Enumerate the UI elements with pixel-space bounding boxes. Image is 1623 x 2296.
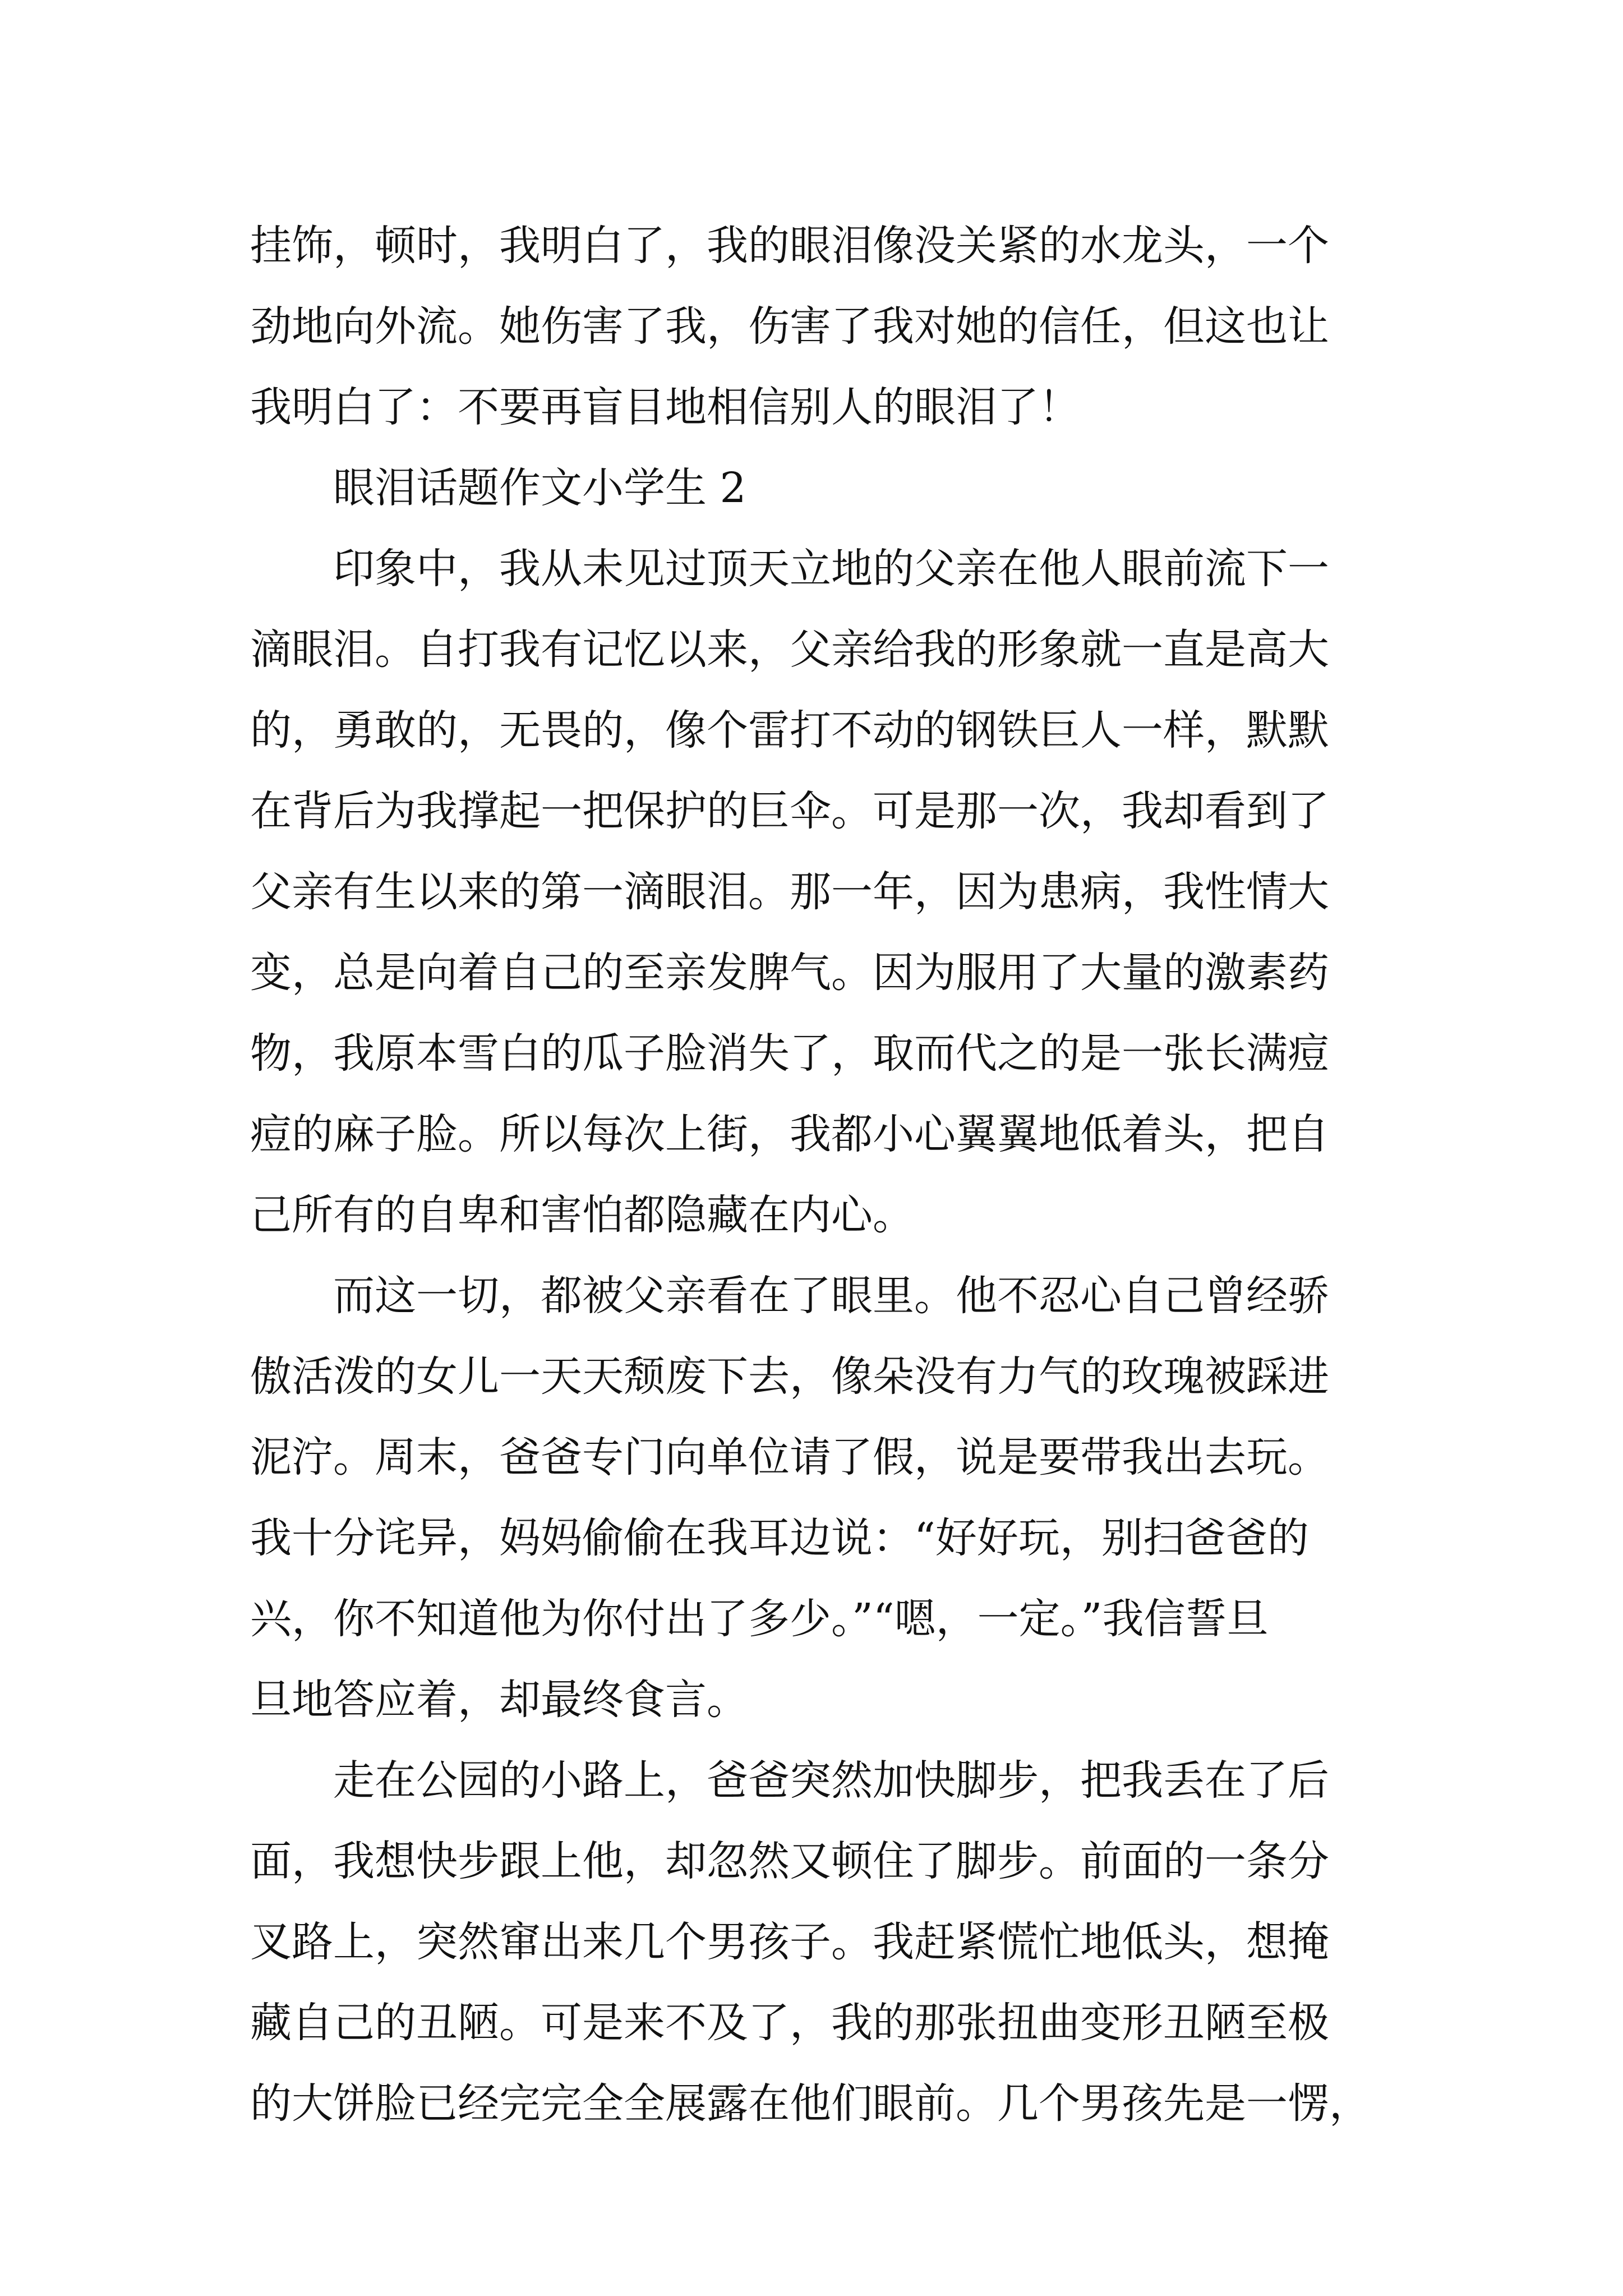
- document-body: [250, 205, 1417, 2144]
- text-line: 而这一切，都被父亲看在了眼里。他不忍心自己曾经骄: [333, 1272, 1329, 1320]
- text-line: 走在公园的小路上，爸爸突然加快脚步，把我丢在了后: [333, 1756, 1329, 1805]
- text-line: 己所有的自卑和害怕都隐藏在内心。: [250, 1191, 914, 1239]
- text-line: 物，我原本雪白的瓜子脸消失了，取而代之的是一张长满痘: [250, 1029, 1329, 1078]
- text-line: 泥泞。周末，爸爸专门向单位请了假，说是要带我出去玩。: [250, 1433, 1329, 1481]
- text-line: 我十分诧异，妈妈偷偷在我耳边说：“好好玩，别扫爸爸的: [250, 1514, 1309, 1562]
- text-line: 的大饼脸已经完完全全展露在他们眼前。几个男孩先是一愣，: [250, 2079, 1371, 2128]
- text-line: 变，总是向着自己的至亲发脾气。因为服用了大量的激素药: [250, 949, 1329, 997]
- text-line: 傲活泼的女儿一天天颓废下去，像朵没有力气的玫瑰被踩进: [250, 1352, 1329, 1401]
- text-line: 印象中，我从未见过顶天立地的父亲在他人眼前流下一: [333, 545, 1329, 593]
- text-line: 父亲有生以来的第一滴眼泪。那一年，因为患病，我性情大: [250, 868, 1329, 916]
- text-line: 劲地向外流。她伤害了我，伤害了我对她的信任，但这也让: [250, 302, 1329, 351]
- text-line: 我明白了：不要再盲目地相信别人的眼泪了！: [250, 383, 1080, 431]
- text-line: 痘的麻子脸。所以每次上街，我都小心翼翼地低着头，把自: [250, 1110, 1329, 1158]
- text-line: 面，我想快步跟上他，却忽然又顿住了脚步。前面的一条分: [250, 1837, 1329, 1885]
- text-line: 旦地答应着，却最终食言。: [250, 1676, 748, 1724]
- text-line: 兴，你不知道他为你付出了多少。”“嗯，一定。”我信誓旦: [250, 1595, 1269, 1643]
- text-line: 的，勇敢的，无畏的，像个雷打不动的钢铁巨人一样，默默: [250, 706, 1329, 754]
- text-line: 在背后为我撑起一把保护的巨伞。可是那一次，我却看到了: [250, 787, 1329, 835]
- text-line: 藏自己的丑陋。可是来不及了，我的那张扭曲变形丑陋至极: [250, 1999, 1329, 2047]
- text-line: 眼泪话题作文小学生 2: [333, 464, 746, 512]
- text-line: 叉路上，突然窜出来几个男孩子。我赶紧慌忙地低头，想掩: [250, 1918, 1329, 1966]
- text-line: 滴眼泪。自打我有记忆以来，父亲给我的形象就一直是高大: [250, 625, 1329, 674]
- text-line: 挂饰，顿时，我明白了，我的眼泪像没关紧的水龙头，一个: [250, 222, 1329, 270]
